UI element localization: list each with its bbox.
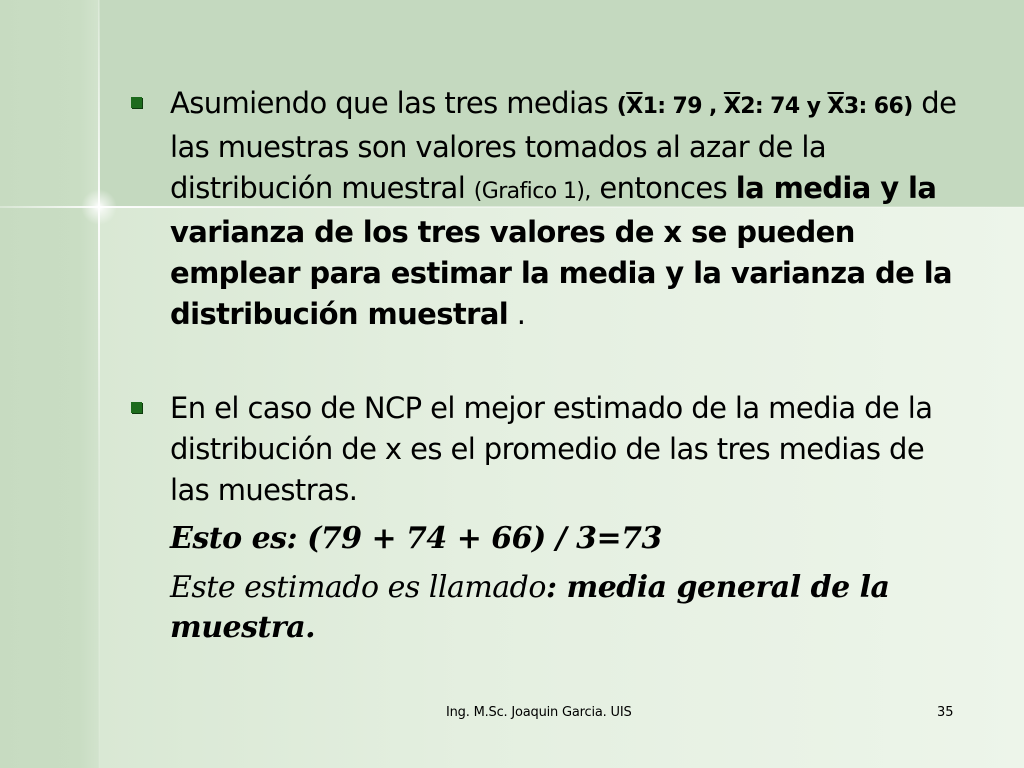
x-bar-symbol-3: $\overline{X}$	[827, 94, 844, 119]
square-bullet-icon	[131, 97, 142, 108]
x-bar-symbol-2: $\overline{X}$	[723, 94, 741, 119]
mean-1-value: 1: 79 ,	[642, 94, 724, 119]
sample-means-list	[617, 94, 913, 119]
bullet1-conclusion: la media y la varianza de los tres valores de x se pueden emplear para estimar la media y la varianza de la distribución muestral	[170, 171, 953, 331]
grafico-reference: (Grafico 1),	[473, 179, 591, 204]
square-bullet-icon	[131, 402, 142, 413]
mean-2-value: 2: 74 y	[740, 94, 828, 119]
calculation-line: Esto es: (79 + 74 + 66) / 3=73	[170, 521, 662, 556]
bullet-item-2	[170, 388, 970, 511]
bullet1-mid: de las muestras son valores tomados al azar de la distribución muestral	[170, 86, 957, 205]
footer-author: Ing. M.Sc. Joaquin Garcia. UIS	[446, 705, 632, 720]
estimate-prefix: Este estimado es llamado	[170, 570, 546, 605]
mean-3-value: 3: 66)	[843, 94, 913, 119]
bullet1-entonces: entonces	[590, 171, 736, 205]
bullet2-text: En el caso de NCP el mejor estimado de la media de la distribución de x es el promedio de las tres medias de las muestras.	[170, 391, 933, 507]
paren-open: (	[616, 94, 627, 119]
page-number: 35	[937, 705, 954, 720]
x-bar-symbol-1: $\overline{X}$	[626, 94, 643, 119]
bullet1-intro: Asumiendo que las tres medias	[170, 86, 617, 120]
bullet-item-1	[170, 83, 970, 335]
bullet1-period: .	[508, 297, 526, 331]
estimate-definition	[170, 568, 990, 648]
estimate-term: : media general de la muestra.	[170, 570, 890, 645]
